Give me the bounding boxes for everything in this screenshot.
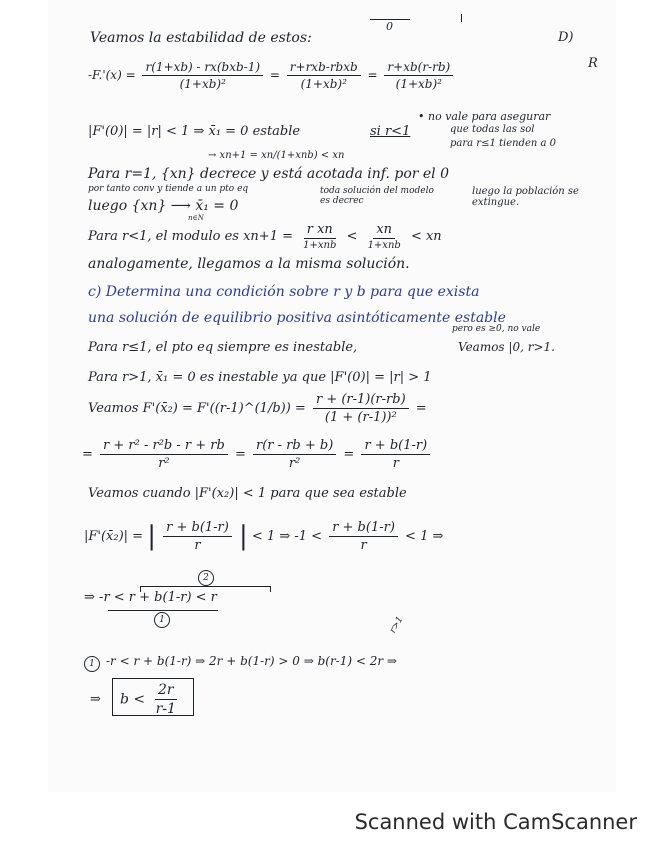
line-r-leq-1: Para r≤1, el pto eq siempre es inestable, (88, 340, 358, 355)
bracket-2-top (140, 586, 270, 587)
r-less-1-tail: < xn (410, 229, 442, 244)
derivative-x2-lead: Veamos F'(x̄₂) = F'((r-1)^(1/b)) = (88, 401, 306, 416)
equals-2: = (367, 68, 378, 82)
abs-derivative-mid: < 1 ⇒ -1 < (251, 529, 323, 544)
circle-1-label: 1 (154, 612, 170, 628)
circle-1-step: 1 (84, 656, 100, 672)
margin-mark-r: R (588, 56, 598, 71)
line-final-arrow: ⇒ (90, 692, 101, 707)
fraction-final-num: r + b(1-r) (361, 438, 430, 455)
fraction-expand-den: r² (158, 456, 170, 471)
line-part-c: c) Determina una condición sobre r y b para que exista (88, 284, 480, 300)
line-intro: Veamos la estabilidad de estos: (90, 30, 312, 46)
top-tick (461, 14, 462, 22)
derivative-x2-tail: = (415, 401, 427, 416)
note-recurrence: → xn+1 = xn/(1+xnb) < xn (208, 150, 345, 161)
margin-mark-d: D) (558, 30, 574, 45)
fraction-xn-num: xn (373, 222, 395, 239)
bracket-2-right (270, 586, 271, 592)
fraction-result (153, 682, 179, 717)
fraction-ineq-num: r + b(1-r) (329, 520, 398, 537)
derivative-lhs: -F.'(x) = (88, 68, 136, 82)
fraction-xn (365, 222, 404, 251)
line-veamos-r: Veamos |0, r>1. (458, 340, 555, 354)
line-r-greater-1: Para r>1, x̄₁ = 0 es inestable ya que |F'(0)| = |r| > 1 (88, 370, 432, 385)
note-no-vale: • no vale para asegurar (418, 110, 551, 123)
fraction-factor (253, 438, 336, 471)
abs-bar-right: | (238, 521, 248, 552)
fraction-1-den: (1+xb)² (179, 77, 226, 91)
line-derivative-x2 (88, 392, 427, 425)
r-less-1-lead: Para r<1, el modulo es xn+1 = (88, 229, 293, 244)
fraction-3 (384, 60, 453, 91)
abs-derivative-lead: |F'(x̄₂)| = (84, 529, 144, 544)
abs-derivative-tail: < 1 ⇒ (405, 529, 444, 544)
fraction-expand (100, 438, 228, 471)
fraction-expand-num: r + r² - r²b - r + rb (100, 438, 228, 455)
fraction-factor-den: r² (288, 456, 301, 471)
double-ineq-text: -r < r + b(1-r) < r (99, 590, 217, 605)
fraction-final (361, 438, 430, 471)
fraction-abs-den: r (194, 538, 201, 553)
fraction-3-num: r+xb(r-rb) (384, 60, 453, 76)
circle-2-label: 2 (198, 570, 214, 586)
note-extinction: luego la población se extingue. (472, 186, 579, 208)
note-r-gt-1: r>1 (388, 614, 406, 636)
equals-1: = (269, 68, 280, 82)
fraction-rxn (300, 222, 339, 251)
simplification-eq1: = (234, 447, 246, 462)
fraction-1 (142, 60, 263, 91)
scanner-footer (0, 800, 655, 848)
line-double-inequality (84, 590, 217, 605)
fraction-final-den: r (392, 456, 399, 471)
fraction-result-den: r-1 (155, 701, 176, 717)
limit-subscript: n∈N (188, 214, 204, 222)
note-pero: pero es ≥0, no vale (452, 324, 541, 334)
fraction-x2-den: (1 + (r-1))² (324, 410, 397, 425)
fraction-2-den: (1+xb)² (300, 77, 347, 91)
fraction-rxn-num: r xn (304, 222, 336, 239)
line-solve-b: -r < r + b(1-r) ⇒ 2r + b(1-r) > 0 ⇒ b(r-1) < 2r ⇒ (106, 654, 397, 668)
side-note-2: para r≤1 tienden a 0 (450, 138, 557, 149)
side-note-1: que todas las sol (450, 124, 535, 135)
bracket-1-bottom (108, 610, 218, 611)
line-r-less-1 (88, 222, 442, 251)
line-analogously: analogamente, llegamos a la misma solución. (88, 256, 410, 272)
fraction-ineq-den: r (360, 538, 367, 553)
fraction-x2 (313, 392, 409, 425)
note-converges: por tanto conv y tiende a un pto eq (88, 184, 249, 194)
simplification-lead: = (82, 447, 93, 462)
final-result-text: b < (120, 691, 146, 708)
line-limit: luego {xn} ⟶ x̄₁ = 0 (88, 198, 239, 214)
fraction-abs-num: r + b(1-r) (163, 520, 232, 537)
double-ineq-arrow: ⇒ (84, 590, 95, 605)
fraction-xn-den: 1+xnb (367, 240, 401, 251)
fraction-2 (287, 60, 361, 91)
r-less-1-mid: < (346, 229, 358, 244)
fraction-3-den: (1+xb)² (395, 77, 442, 91)
fraction-rxn-den: 1+xnb (303, 240, 337, 251)
line-simplification (82, 438, 433, 471)
condition-si: si r<1 (370, 124, 411, 139)
line-part-c-cont: una solución de equilibrio positiva asintóticamente estable (88, 310, 506, 326)
fraction-2-num: r+rxb-rbxb (287, 60, 361, 76)
note-solution-decreasing: toda solución del modelo es decrec (320, 186, 434, 206)
camscanner-label: Scanned with CamScanner (354, 810, 637, 834)
fraction-1-num: r(1+xb) - rx(bxb-1) (142, 60, 263, 76)
fraction-x2-num: r + (r-1)(r-rb) (313, 392, 409, 409)
top-mark-zero: 0 (386, 20, 393, 33)
fraction-factor-num: r(r - rb + b) (253, 438, 336, 455)
line-abs-derivative (84, 520, 443, 553)
simplification-eq2: = (343, 447, 355, 462)
line-derivative (88, 60, 456, 91)
line-stability-zero: |F'(0)| = |r| < 1 ⇒ x̄₁ = 0 estable (88, 124, 301, 139)
abs-bar-left: | (147, 521, 156, 552)
fraction-ineq (329, 520, 398, 553)
line-r-equals-1: Para r=1, {xn} decrece y está acotada inf. por el 0 (88, 166, 450, 182)
fraction-result-num: 2r (155, 682, 177, 700)
fraction-abs (163, 520, 232, 553)
line-veamos-cuando: Veamos cuando |F'(x₂)| < 1 para que sea estable (88, 486, 407, 501)
line-final-result (120, 682, 182, 717)
scanned-page (48, 0, 616, 792)
top-tick-line (370, 19, 410, 20)
